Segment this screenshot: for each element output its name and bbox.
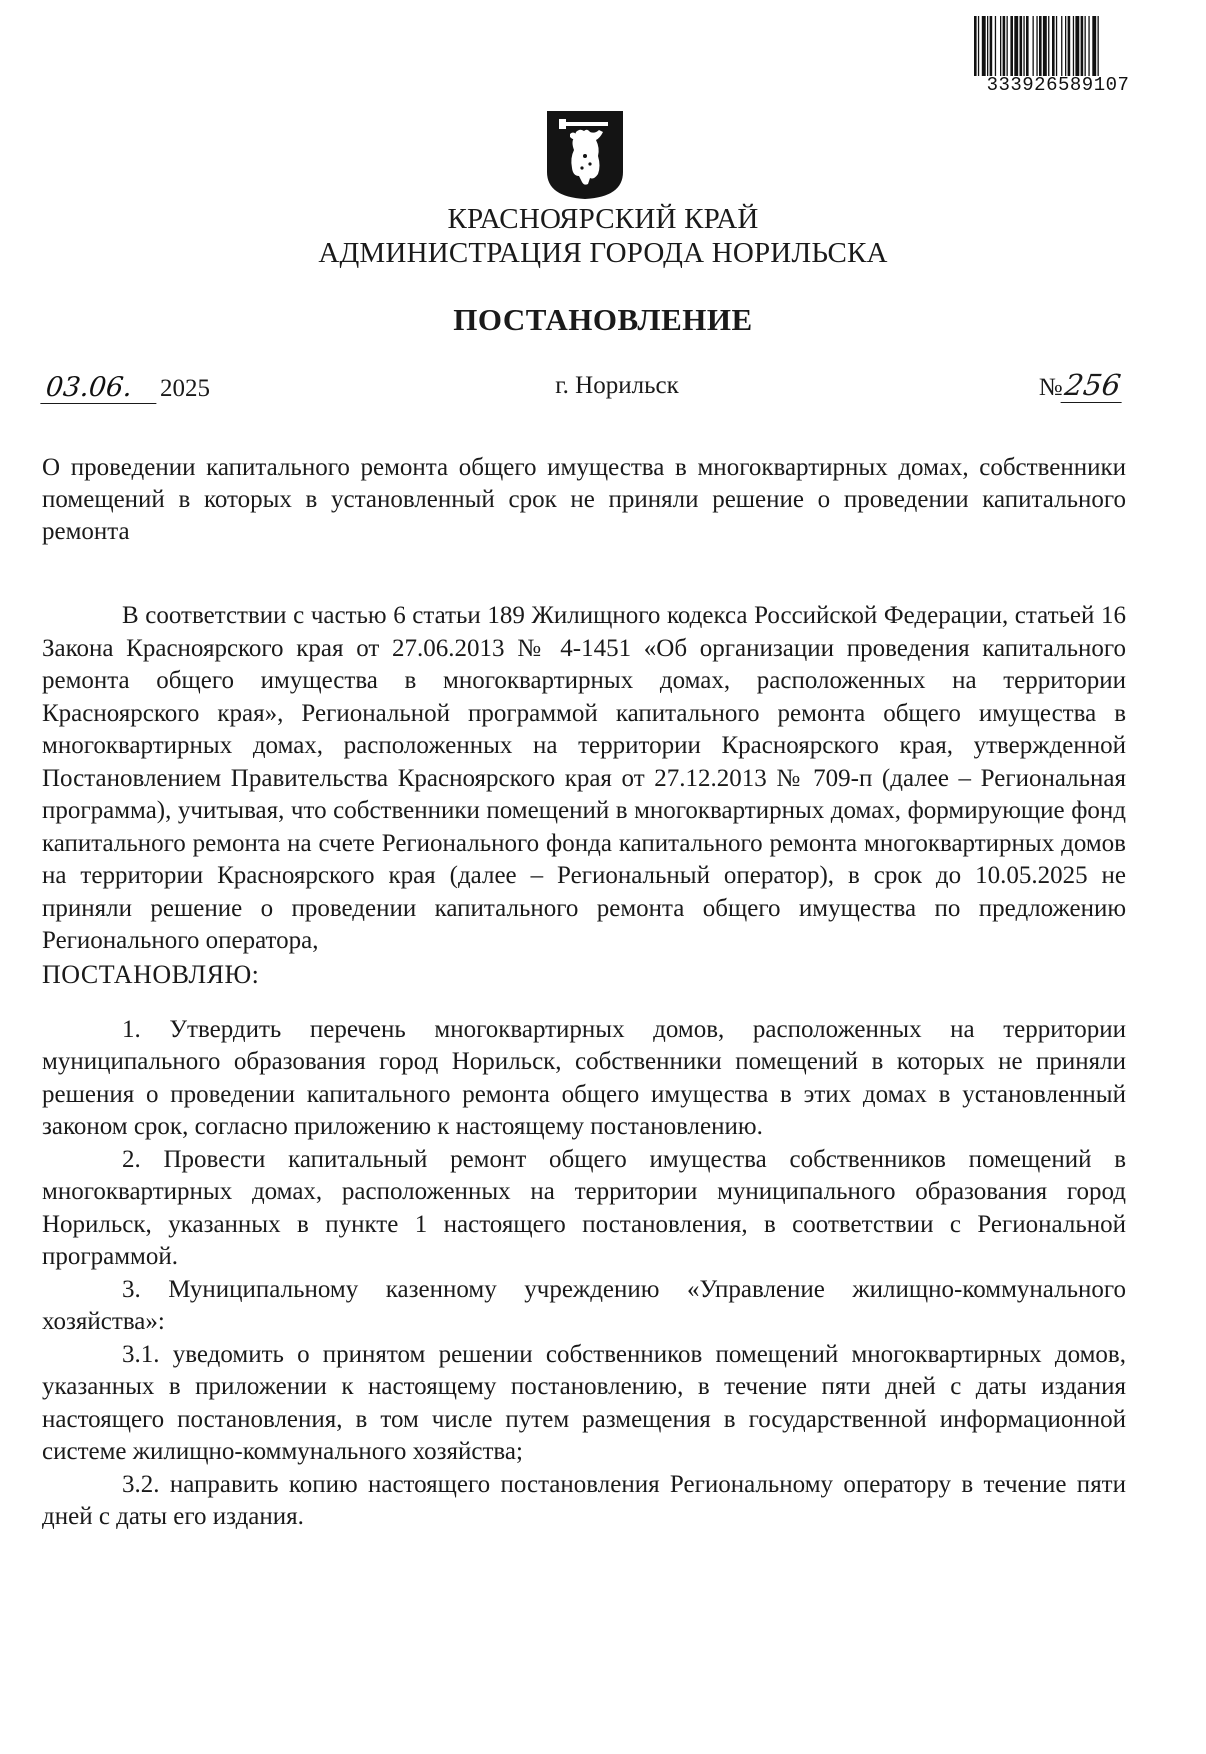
list-item: 2. Провести капитальный ремонт общего имущества собственников помещений в многоквартирных домах, расположенных на территории муниципального образования город Норильск, указанных в пункте 1 настоящего постановления, в соответствии с Региональной программой. — [42, 1145, 1126, 1270]
administration-title: АДМИНИСТРАЦИЯ ГОРОДА НОРИЛЬСКА — [318, 237, 888, 269]
barcode-number: 333926589107 — [986, 74, 1130, 96]
list-item: 3. Муниципальному казенному учреждению «Управление жилищно-коммунального хозяйства»: — [42, 1275, 1126, 1335]
document-subject: О проведении капитального ремонта общего имущества в многоквартирных домах, собственники помещений в которых в установленный срок не приняли решение о проведении капитального ремонта — [42, 454, 1126, 545]
date-year: 2025 — [160, 375, 210, 402]
document-city: г. Норильск — [555, 372, 679, 399]
list-item: 3.1. уведомить о принятом решении собственников помещений многоквартирных домов, указанных в приложении к настоящему постановлению, в течение пяти дней с даты издания настоящего постановления, в том числе путем размещения в государственной информационной системе жилищно-коммунального хозяйства; — [42, 1340, 1126, 1465]
list-item: 3.2. направить копию настоящего постановления Региональному оператору в течение пяти дней с даты его издания. — [42, 1470, 1126, 1530]
document-type: ПОСТАНОВЛЕНИЕ — [453, 302, 753, 337]
list-item: 1. Утвердить перечень многоквартирных домов, расположенных на территории муниципального образования город Норильск, собственники помещений в которых не приняли решения о проведении капитального ремонта общего имущества в этих домах в установленный законом срок, согласно приложению к настоящему постановлению. — [42, 1015, 1126, 1140]
decree-word: ПОСТАНОВЛЯЮ: — [42, 959, 260, 989]
document-number — [1039, 368, 1124, 403]
date-handwritten: 03.06. — [40, 372, 159, 404]
document-body — [42, 600, 1126, 1534]
region-title: КРАСНОЯРСКИЙ КРАЙ — [447, 203, 759, 235]
preamble-paragraph: В соответствии с частью 6 статьи 189 Жилищного кодекса Российской Федерации, статьей 16 Закона Красноярского края от 27.06.2013 № 4-1451 «Об организации проведения капитального ремонта общего имущества в многоквартирных домах, расположенных на территории Красноярского края», Региональной программой капитального ремонта общего имущества в многоквартирных домах, расположенных на территории Красноярского края, утвержденной Постановлением Правительства Красноярского края от 27.12.2013 № 709-п (далее – Региональная программа), учитывая, что собственники помещений в многоквартирных домах, формирующие фонд капитального ремонта на счете Регионального фонда капитального ремонта многоквартирных домов на территории Красноярского края (далее – Региональный оператор), в срок до 10.05.2025 не приняли решение о проведении капитального ремонта общего имущества по предложению Регионального оператора, — [42, 602, 1126, 954]
number-prefix: № — [1038, 374, 1063, 401]
barcode-bars — [972, 16, 1144, 76]
norilsk-coat-of-arms-icon — [546, 110, 624, 200]
items-list — [42, 1014, 1126, 1534]
number-handwritten: 256 — [1060, 368, 1126, 403]
barcode — [972, 16, 1144, 94]
